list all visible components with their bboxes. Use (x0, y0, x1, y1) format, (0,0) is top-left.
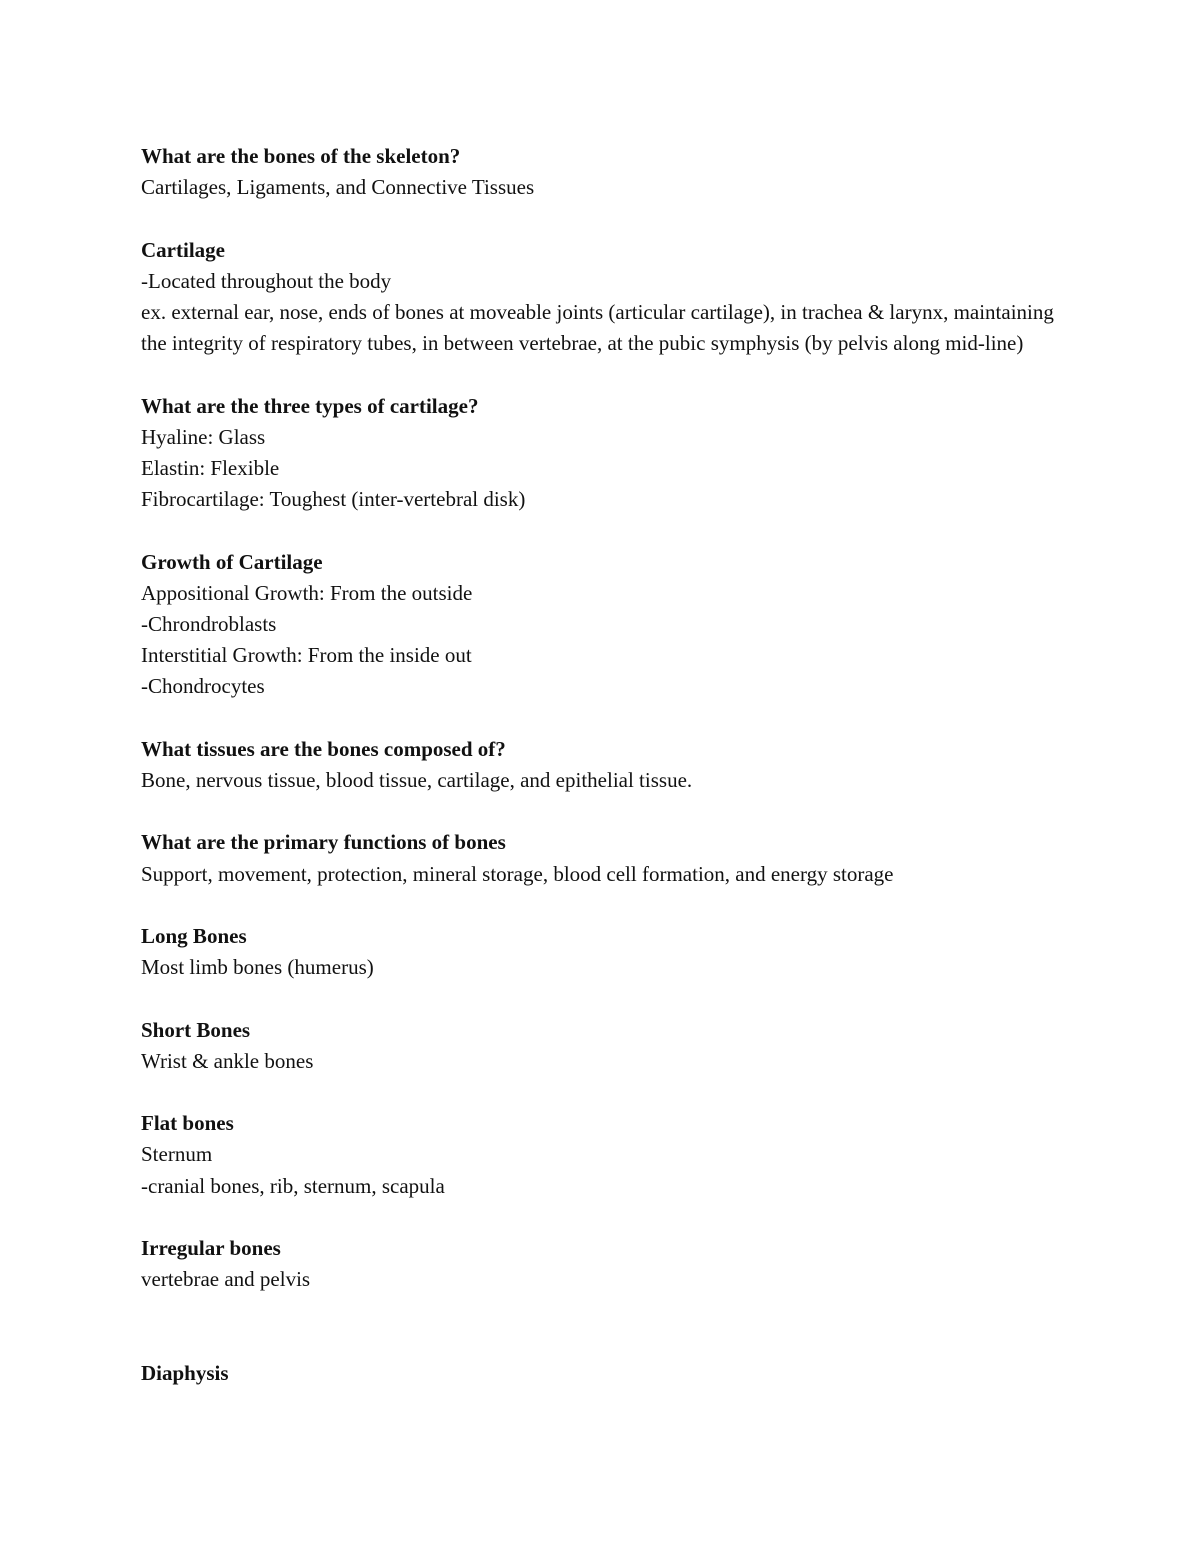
section-line: -Located throughout the body (141, 268, 392, 293)
section-line: Wrist & ankle bones (141, 1048, 314, 1073)
section-line: Most limb bones (humerus) (141, 955, 374, 980)
section-heading: Short Bones (141, 1017, 251, 1042)
section-cartilage-growth (141, 547, 1061, 703)
section-line: vertebrae and pelvis (141, 1267, 311, 1292)
section-heading: What are the three types of cartilage? (141, 393, 479, 418)
section-diaphysis (141, 1358, 1061, 1389)
section-heading: Growth of Cartilage (141, 549, 323, 574)
document-body (141, 141, 1061, 1420)
section-line: Elastin: Flexible (141, 456, 280, 480)
section-line: Interstitial Growth: From the inside out (141, 643, 472, 668)
section-line: Fibrocartilage: Toughest (inter-vertebral disk) (141, 487, 526, 512)
section-short-bones (141, 1015, 1061, 1077)
section-heading: What are the primary functions of bones (141, 830, 506, 855)
section-line: Sternum (141, 1142, 213, 1167)
section-heading: Long Bones (141, 923, 247, 948)
section-heading: Irregular bones (141, 1235, 281, 1260)
section-line: Bone, nervous tissue, blood tissue, cartilage, and epithelial tissue. (141, 768, 693, 792)
section-line: Cartilages, Ligaments, and Connective Tissues (141, 175, 535, 200)
section-skeleton-bones (141, 141, 1061, 203)
section-heading: Diaphysis (141, 1360, 229, 1385)
section-flat-bones (141, 1108, 1061, 1202)
section-irregular-bones (141, 1233, 1061, 1295)
section-bone-functions (141, 827, 1061, 889)
section-line: -Chrondroblasts (141, 612, 277, 636)
section-cartilage-types (141, 391, 1061, 516)
section-cartilage (141, 235, 1061, 360)
section-line: Support, movement, protection, mineral storage, blood cell formation, and energy storage (141, 861, 894, 886)
section-long-bones (141, 921, 1061, 983)
section-heading: Cartilage (141, 237, 225, 262)
section-heading: What tissues are the bones composed of? (141, 736, 506, 761)
section-line: ex. external ear, nose, ends of bones at moveable joints (articular cartilage), in trachea & larynx, maintaining the integrity of respiratory tubes, in between vertebrae, at the pubic symphysis (by pelvis along mid-line) (141, 300, 1054, 356)
section-line: -cranial bones, rib, sternum, scapula (141, 1173, 445, 1198)
section-bone-tissues (141, 734, 1061, 796)
section-line: Appositional Growth: From the outside (141, 580, 473, 605)
section-heading: What are the bones of the skeleton? (141, 144, 461, 168)
section-heading: Flat bones (141, 1111, 234, 1136)
section-line: -Chondrocytes (141, 674, 265, 699)
section-line: Hyaline: Glass (141, 424, 266, 449)
